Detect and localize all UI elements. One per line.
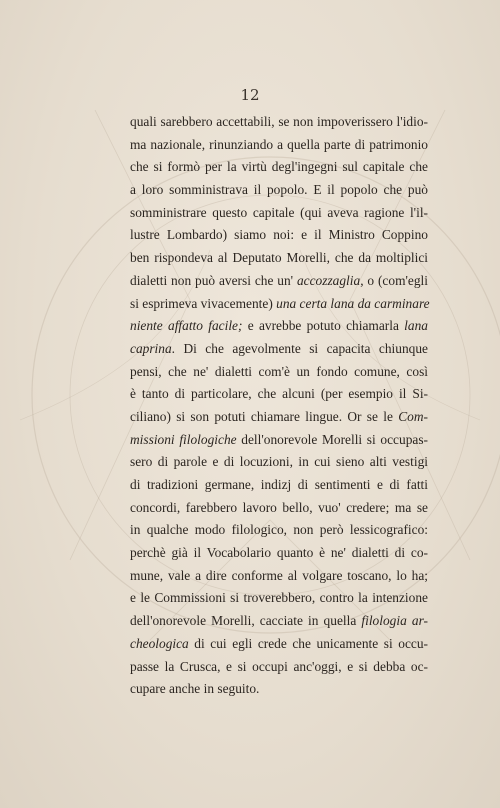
text-segment: dell'onorevole Morelli, cacciate in quella bbox=[130, 613, 362, 629]
text-line bbox=[130, 247, 428, 270]
text-line bbox=[130, 406, 428, 429]
text-segment: di cui egli crede che unicamente si occu- bbox=[188, 635, 428, 651]
text-segment: in qualche modo filologico, non però lessicografico: bbox=[130, 522, 428, 538]
italic-text: una certa lana da carminare bbox=[276, 295, 430, 311]
text-segment: dialetti non può aversi che un' bbox=[130, 272, 297, 288]
text-segment: . Di che agevolmente si capacita chiunque bbox=[171, 340, 428, 356]
text-line bbox=[130, 451, 428, 474]
text-line bbox=[130, 497, 428, 520]
body-text bbox=[130, 111, 428, 701]
text-segment: perchè già il Vocabolario quanto è ne' dialetti di co- bbox=[130, 545, 428, 561]
text-line bbox=[130, 111, 428, 134]
text-line bbox=[130, 633, 428, 656]
italic-text: accozzaglia bbox=[296, 272, 361, 288]
italic-text: caprina bbox=[130, 340, 172, 356]
text-segment: ma nazionale, rinunziando a quella parte di patrimonio bbox=[130, 136, 428, 152]
text-segment: somministrare questo capitale (qui aveva ragione l'il- bbox=[130, 204, 428, 220]
italic-text: missioni filologiche bbox=[130, 431, 237, 447]
text-line bbox=[130, 656, 428, 679]
text-segment: che si formò per la virtù degl'ingegni sul capitale che bbox=[130, 159, 428, 175]
italic-text: Com- bbox=[398, 408, 428, 424]
text-segment: ciliano) si son potuti chiamare lingue. Or se le bbox=[130, 408, 399, 424]
text-line bbox=[130, 156, 428, 179]
text-line bbox=[130, 429, 428, 452]
text-line bbox=[130, 565, 428, 588]
text-segment: e avrebbe potuto chiamarla bbox=[242, 318, 405, 334]
text-line bbox=[130, 474, 428, 497]
text-segment: di tradizioni germane, indizj di sentimenti e di fatti bbox=[130, 477, 428, 492]
text-line bbox=[130, 134, 428, 157]
text-segment: pensi, che ne' dialetti com'è un fondo comune, così bbox=[130, 363, 428, 379]
text-segment: sero di parole e di locuzioni, in cui sieno alti vestigi bbox=[130, 454, 428, 470]
text-segment: e le Commissioni si troverebbero, contro la intenzione bbox=[130, 590, 428, 606]
text-line bbox=[130, 315, 428, 338]
text-line bbox=[130, 587, 428, 610]
text-segment: quali sarebbero accettabili, se non impoverissero l'idio- bbox=[130, 114, 428, 129]
text-segment: lustre Lombardo) siamo noi: e il Ministro Coppino bbox=[130, 227, 428, 243]
text-line bbox=[130, 519, 428, 542]
italic-text: cheologica bbox=[130, 635, 189, 651]
text-segment: dell'onorevole Morelli si occupas- bbox=[236, 431, 429, 447]
italic-text: niente affatto facile; bbox=[130, 318, 243, 334]
italic-text: filologia ar- bbox=[361, 613, 428, 629]
text-line bbox=[130, 610, 428, 633]
text-segment: ben rispondeva al Deputato Morelli, che da moltiplici bbox=[130, 250, 428, 266]
text-line bbox=[130, 224, 428, 247]
text-line bbox=[130, 270, 428, 293]
text-line bbox=[130, 202, 428, 225]
page-number: 12 bbox=[240, 86, 260, 104]
text-segment: mune, vale a dire conforme al volgare toscano, lo ha; bbox=[130, 567, 428, 583]
text-line bbox=[130, 293, 428, 316]
text-line bbox=[130, 678, 428, 701]
text-line bbox=[130, 179, 428, 202]
text-segment: si esprimeva vivacemente) bbox=[130, 295, 277, 311]
text-line bbox=[130, 361, 428, 384]
italic-text: lana bbox=[404, 318, 428, 334]
text-segment: a loro somministrava il popolo. E il popolo che può bbox=[130, 182, 428, 198]
text-segment: passe la Crusca, e si occupi anc'oggi, e si debba oc- bbox=[130, 658, 428, 674]
text-line bbox=[130, 383, 428, 406]
text-segment: concordi, farebbero lavoro bello, vuo' credere; ma se bbox=[130, 499, 428, 515]
text-line bbox=[130, 338, 428, 361]
text-segment: cupare anche in seguito. bbox=[130, 681, 260, 697]
text-segment: è tanto di particolare, che alcuni (per esempio il Si- bbox=[130, 386, 428, 402]
text-segment: , o (com'egli bbox=[360, 272, 428, 288]
text-line bbox=[130, 542, 428, 565]
